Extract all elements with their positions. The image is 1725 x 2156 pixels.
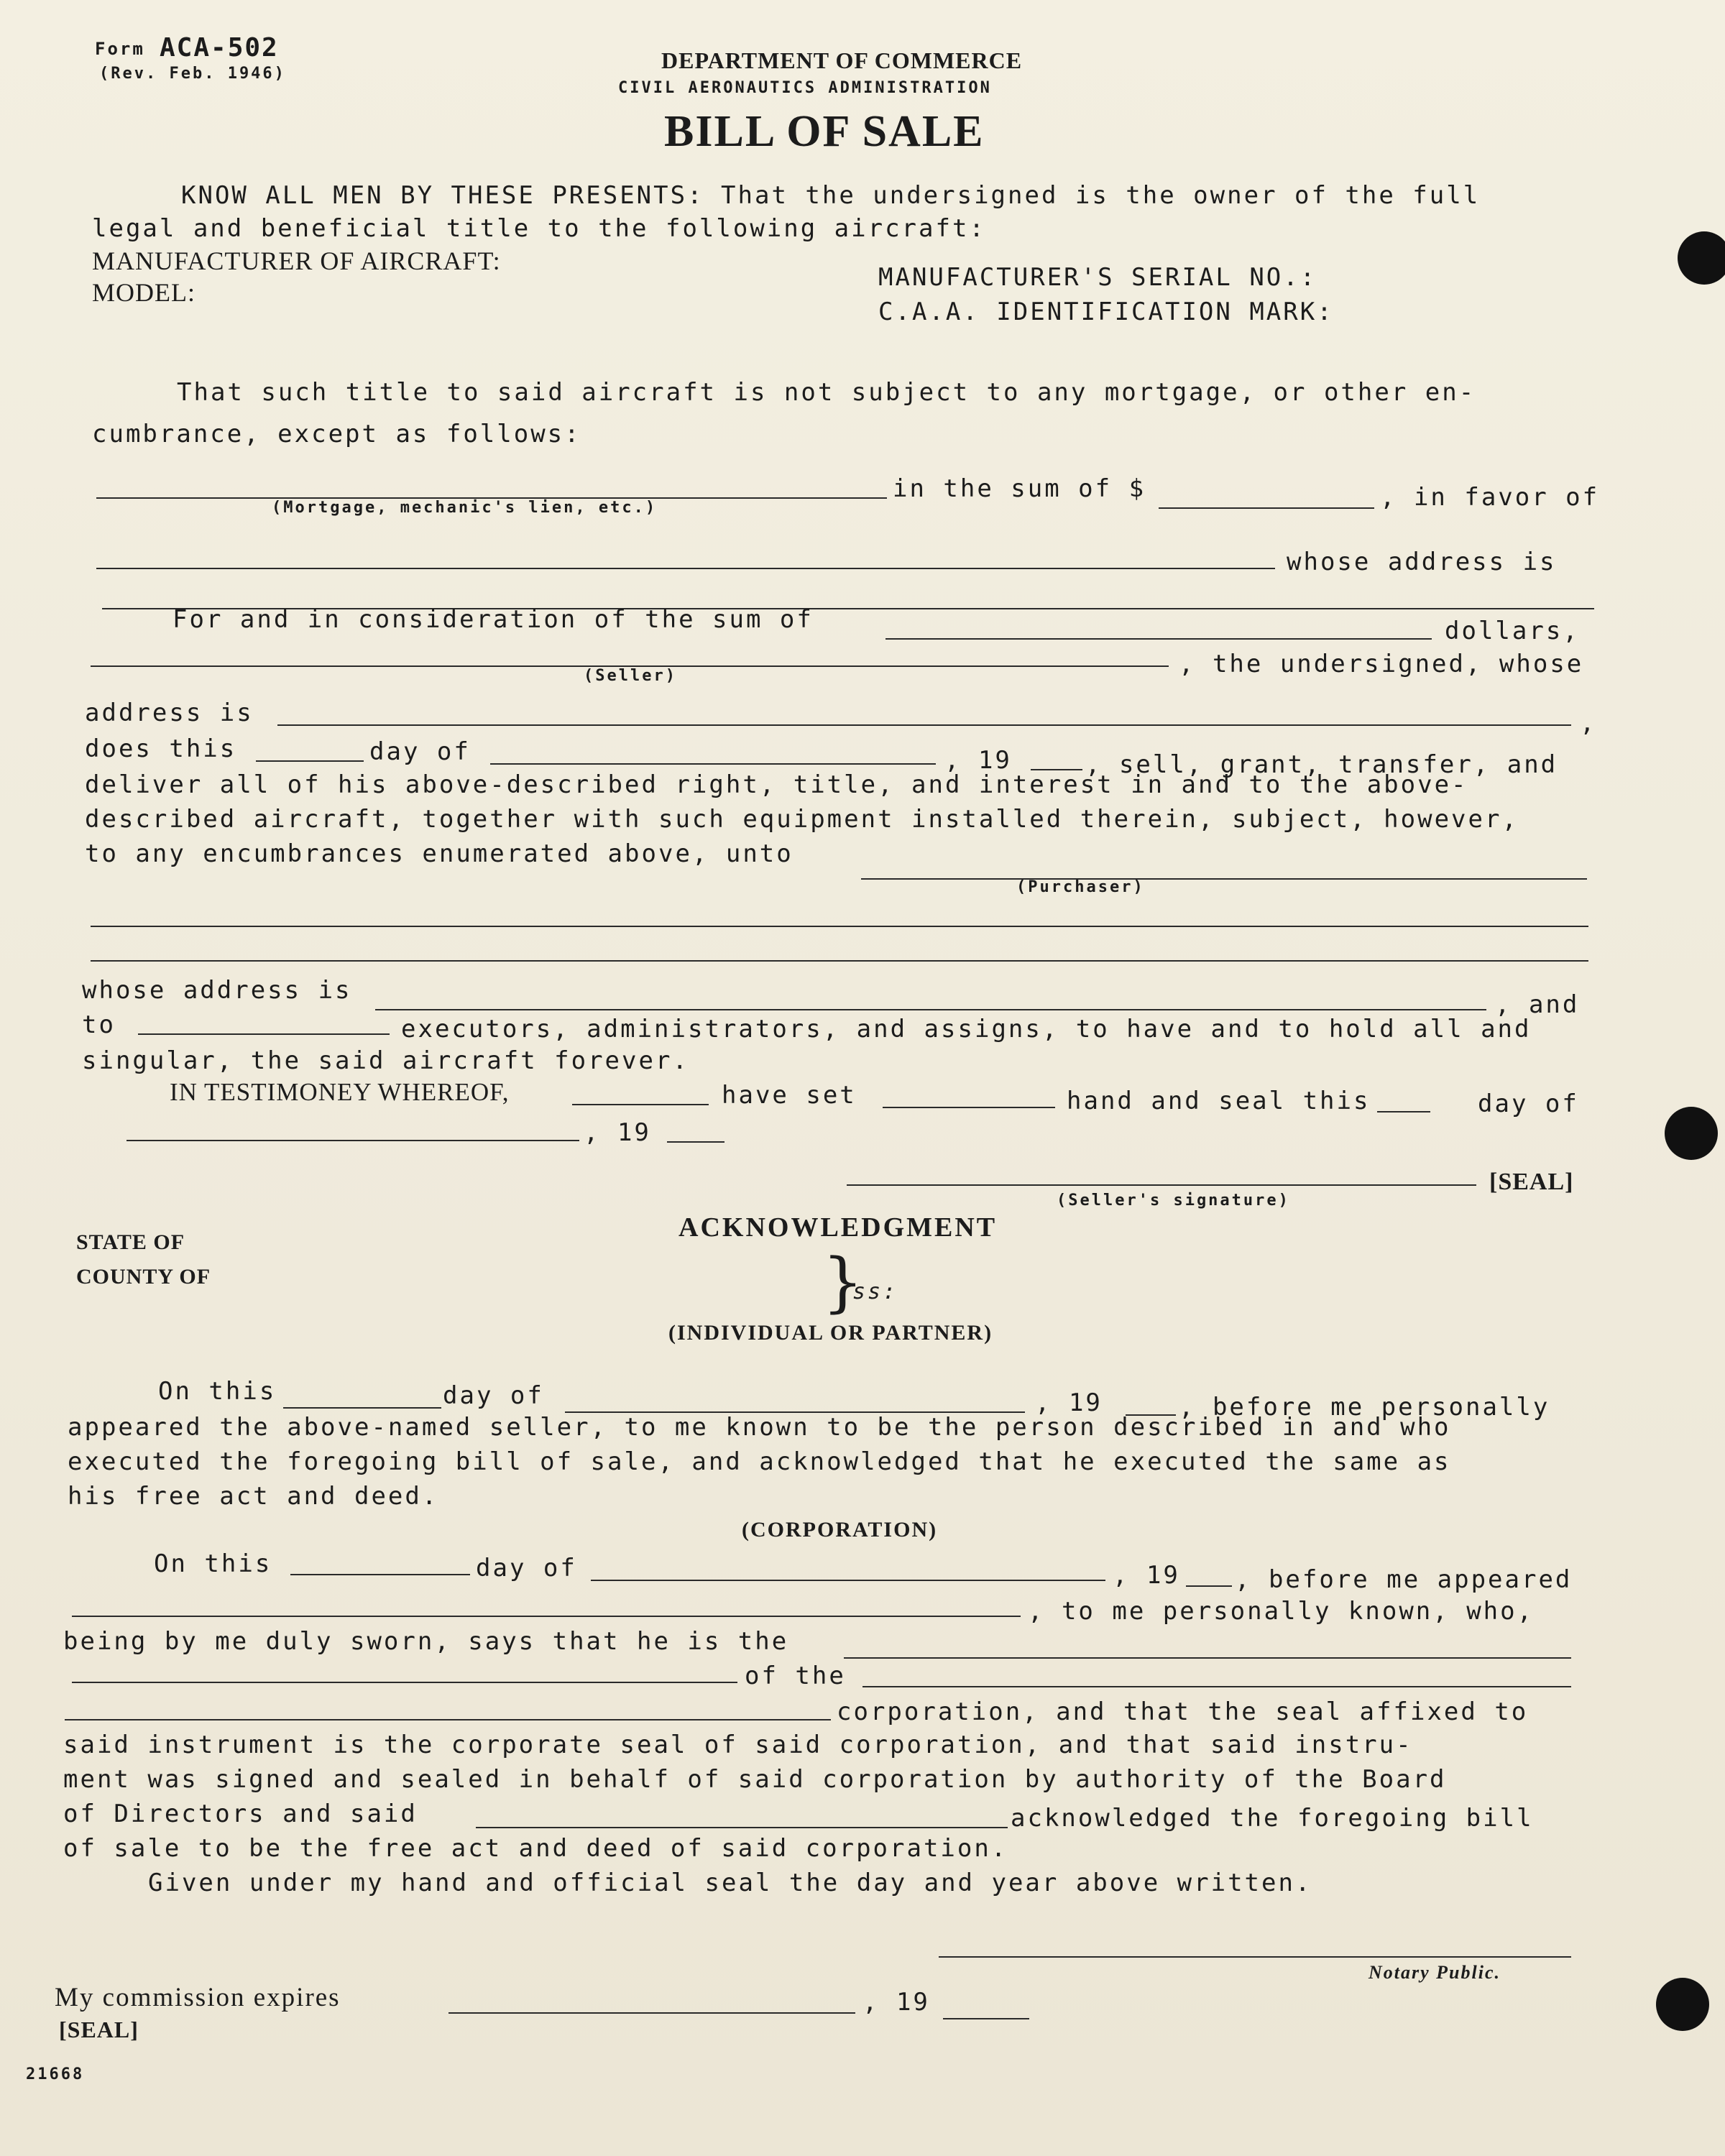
directors-text: of Directors and said (63, 1800, 418, 1828)
seller-seal-text: [SEAL] (1489, 1169, 1574, 1195)
corp-name-blank-2 (65, 1719, 831, 1720)
form-revision: (Rev. Feb. 1946) (99, 65, 286, 83)
sum-of-text: in the sum of $ (893, 474, 1146, 503)
described-line: described aircraft, together with such equipment installed therein, subject, however, (85, 805, 1519, 834)
duly-sworn-text: being by me duly sworn, says that he is the (63, 1627, 789, 1656)
seller-signature-caption: (Seller's signature) (1057, 1192, 1290, 1210)
ack-on-this-text: On this (158, 1377, 277, 1406)
department-name: DEPARTMENT OF COMMERCE (661, 47, 1023, 73)
testimony-month-blank (126, 1140, 579, 1141)
comma-text: , (1580, 709, 1597, 737)
testimony-pronoun-blank (883, 1107, 1055, 1108)
commission-date-blank (448, 2012, 855, 2014)
before-me-text: , before me personally (1179, 1393, 1550, 1422)
testimony-year-blank (667, 1141, 724, 1143)
appeared-line: appeared the above-named seller, to me known to be the person described in and who (68, 1413, 1451, 1442)
sale-day-blank (256, 760, 364, 762)
corporation-heading: (CORPORATION) (742, 1518, 938, 1542)
before-appeared-text: , before me appeared (1235, 1565, 1573, 1594)
corp-officer-blank (476, 1827, 1008, 1828)
corp-seal-text: corporation, and that the seal affixed to (837, 1697, 1529, 1726)
corp-name-blank (862, 1686, 1571, 1687)
lienholder-blank (96, 568, 1275, 569)
purchaser-blank-2 (91, 926, 1588, 927)
sell-grant-text: , sell, grant, transfer, and (1085, 750, 1558, 779)
purchaser-blank (861, 878, 1587, 880)
seller-address-blank (277, 724, 1571, 726)
in-favor-of-text: , in favor of (1380, 483, 1600, 512)
purchaser-caption: (Purchaser) (1016, 878, 1145, 896)
commission-expires-text: My commission expires (55, 1983, 341, 2012)
testimony-text: IN TESTIMONEY WHEREOF, (170, 1078, 510, 1106)
intro-line-1: KNOW ALL MEN BY THESE PRESENTS: That the undersigned is the owner of the full (181, 181, 1481, 210)
ack-day-of-text: day of (443, 1381, 544, 1410)
have-set-text: have set (722, 1081, 857, 1110)
encumbrance-amount-blank (1159, 507, 1374, 509)
executors-line: executors, administrators, and assigns, to have and to hold all and (401, 1015, 1532, 1044)
administration-name: CIVIL AERONAUTICS ADMINISTRATION (618, 79, 992, 97)
encumbrance-line-1: That such title to said aircraft is not subject to any mortgage, or other en- (177, 378, 1476, 407)
whose-address-label: whose address is (82, 976, 352, 1005)
purchaser-pronoun-blank (138, 1033, 390, 1035)
executed-line: executed the foregoing bill of sale, and acknowledged that he executed the same as (68, 1447, 1451, 1476)
punch-hole (1665, 1107, 1718, 1160)
undersigned-text: , the undersigned, whose (1179, 650, 1584, 678)
corp-title-blank (844, 1657, 1571, 1659)
free-act-line: his free act and deed. (68, 1482, 439, 1511)
testimony-party-blank (572, 1104, 709, 1105)
dollars-text: dollars, (1445, 617, 1580, 645)
ack-year-text: , 19 (1035, 1388, 1103, 1417)
day-of-text: day of (369, 737, 471, 766)
corp-day-blank (290, 1574, 470, 1575)
purchaser-blank-3 (91, 960, 1588, 962)
testimony-day-blank (1377, 1111, 1430, 1112)
encumbrance-caption: (Mortgage, mechanic's lien, etc.) (272, 499, 658, 517)
corp-year-text: , 19 (1113, 1561, 1180, 1590)
form-label: Form (95, 39, 145, 59)
seller-caption: (Seller) (584, 667, 677, 685)
hand-seal-text: hand and seal this (1067, 1087, 1371, 1115)
ack-day-blank (283, 1407, 441, 1409)
sale-month-blank (490, 763, 936, 765)
intro-line-2: legal and beneficial title to the following aircraft: (92, 214, 986, 243)
notary-seal-text: [SEAL] (59, 2017, 139, 2042)
of-the-text: of the (745, 1662, 846, 1690)
commission-year-blank (943, 2018, 1029, 2019)
punch-hole (1678, 231, 1725, 285)
form-number: ACA-502 (160, 33, 279, 63)
and-text: , and (1495, 990, 1580, 1019)
state-label: STATE OF (76, 1230, 185, 1254)
punch-hole (1656, 1978, 1709, 2031)
notary-public-caption: Notary Public. (1368, 1962, 1501, 1983)
address-is-text: address is (85, 699, 254, 727)
manufacturer-label: MANUFACTURER OF AIRCRAFT: (92, 247, 501, 275)
acknowledgment-title: ACKNOWLEDGMENT (678, 1212, 998, 1243)
notary-signature-line (939, 1956, 1571, 1958)
document-number: 21668 (26, 2065, 85, 2083)
brace-icon: } (822, 1245, 864, 1320)
deliver-line: deliver all of his above-described right, title, and interest in and to the above- (85, 770, 1468, 799)
consideration-amount-blank (886, 638, 1432, 640)
model-label: MODEL: (92, 278, 196, 307)
page-title: BILL OF SALE (664, 107, 985, 156)
consideration-text: For and in consideration of the sum of (172, 605, 814, 634)
serial-number-label: MANUFACTURER'S SERIAL NO.: (878, 263, 1317, 292)
does-this-text: does this (85, 734, 237, 763)
ss-text: ss: (852, 1279, 898, 1304)
encumbrances-line: to any encumbrances enumerated above, unto (85, 839, 794, 868)
purchaser-address-blank (375, 1009, 1486, 1010)
individual-heading: (INDIVIDUAL OR PARTNER) (668, 1321, 993, 1345)
given-under-line: Given under my hand and official seal the day and year above written. (148, 1869, 1312, 1897)
year-19-text: , 19 (944, 746, 1012, 775)
encumbrance-line-2: cumbrance, except as follows: (92, 420, 581, 448)
to-text: to (82, 1010, 116, 1039)
corp-day-of-text: day of (476, 1554, 577, 1583)
testimony-day-of-text: day of (1478, 1089, 1579, 1118)
corp-officer-name-blank (72, 1616, 1021, 1617)
county-label: COUNTY OF (76, 1265, 211, 1289)
corp-month-blank (591, 1580, 1105, 1581)
corp-on-this-text: On this (154, 1549, 272, 1578)
personally-known-text: , to me personally known, who, (1028, 1597, 1535, 1626)
acknowledged-text: acknowledged the foregoing bill (1011, 1804, 1534, 1833)
seller-signature-line (847, 1184, 1476, 1186)
corp-year-blank (1186, 1585, 1232, 1587)
signed-sealed-line: ment was signed and sealed in behalf of said corporation by authority of the Board (63, 1765, 1447, 1794)
commission-year-text: , 19 (862, 1988, 930, 2017)
corp-title-blank-2 (72, 1682, 737, 1683)
whose-address-text: whose address is (1287, 548, 1557, 576)
instrument-line: said instrument is the corporate seal of said corporation, and that said instru- (63, 1731, 1413, 1759)
testimony-year-text: , 19 (584, 1118, 651, 1147)
free-act-corp-line: of sale to be the free act and deed of said corporation. (63, 1834, 1008, 1863)
identification-mark-label: C.A.A. IDENTIFICATION MARK: (878, 298, 1334, 326)
singular-line: singular, the said aircraft forever. (82, 1046, 689, 1075)
